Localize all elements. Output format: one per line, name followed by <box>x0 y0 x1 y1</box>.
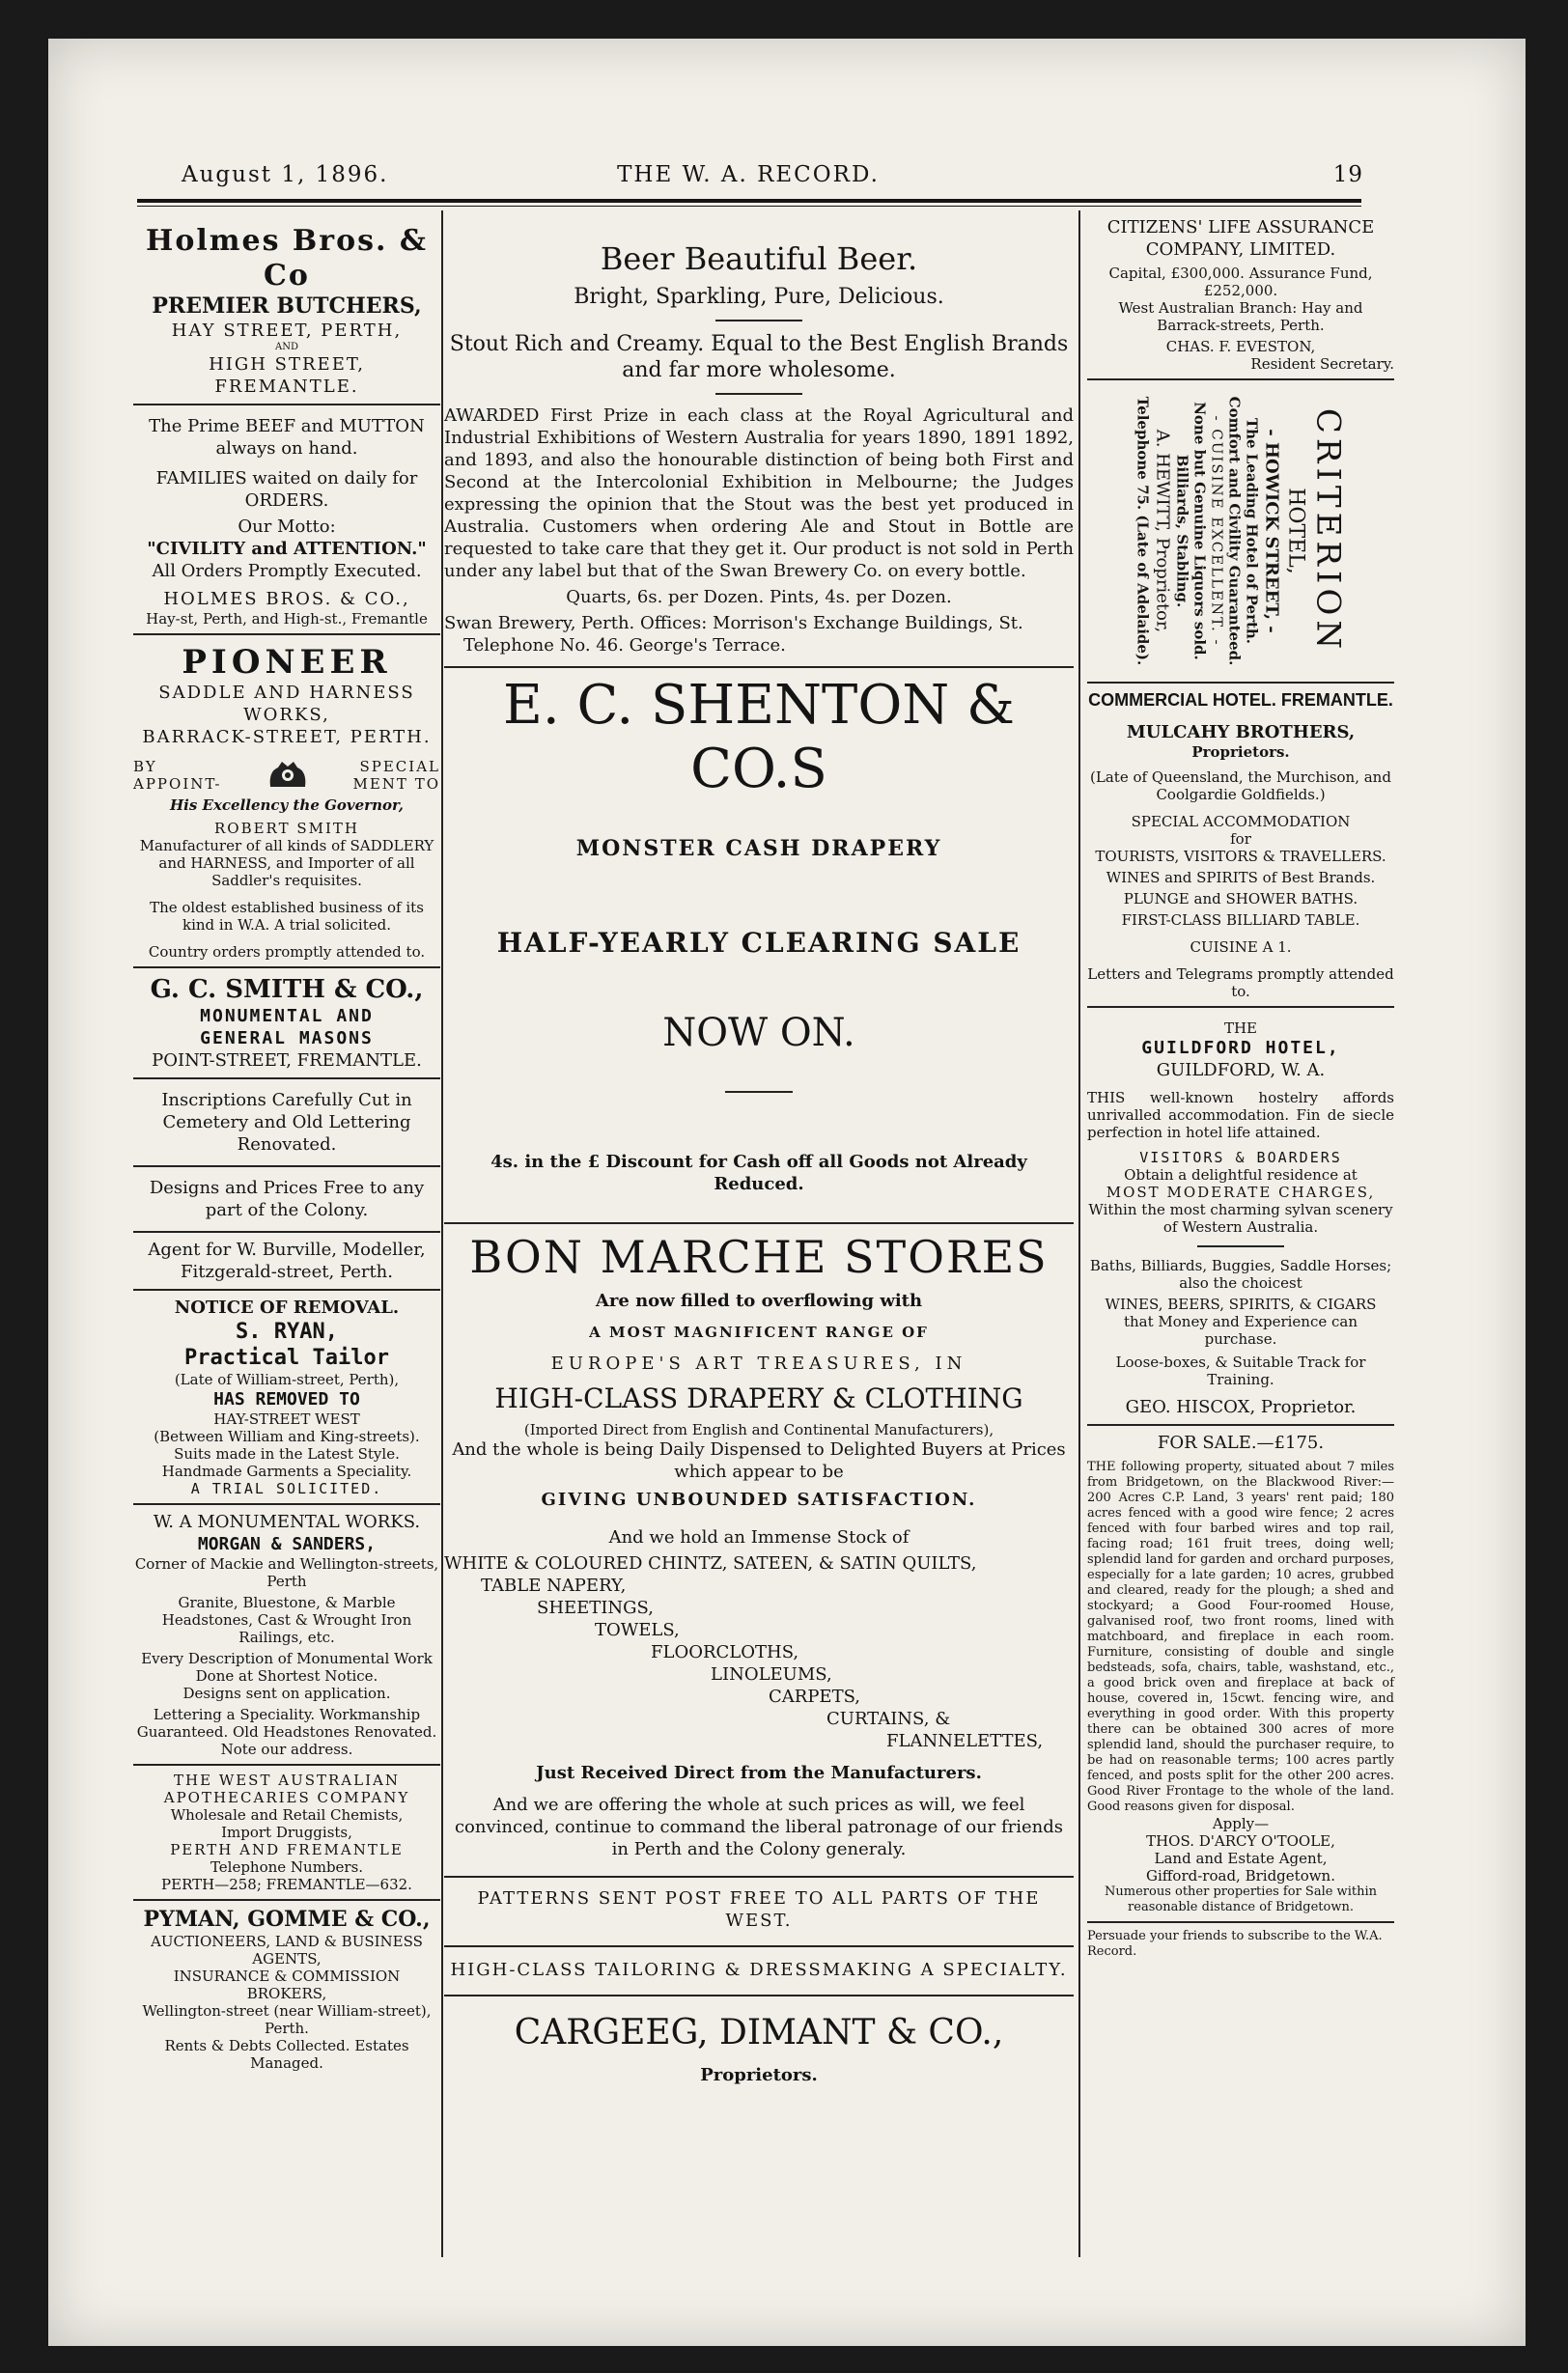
bon-drapery: HIGH-CLASS DRAPERY & CLOTHING <box>494 1382 1023 1414</box>
list-item: SHEETINGS, <box>537 1598 654 1618</box>
divider <box>1087 1424 1394 1426</box>
gcsmith-inscriptions: Inscriptions Carefully Cut in Cemetery and Old Lettering Renovated. <box>161 1090 412 1155</box>
guildford-hiscox: GEO. HISCOX, Proprietor. <box>1125 1397 1357 1417</box>
guildford-the: THE <box>1223 1019 1258 1037</box>
guildford-within: Within the most charming sylvan scenery of Western Australia. <box>1088 1201 1393 1236</box>
divider <box>715 393 802 395</box>
divider <box>1087 1921 1394 1923</box>
citizens-branch: West Australian Branch: Hay and Barrack-streets, Perth. <box>1118 299 1363 334</box>
list-item: WHITE & COLOURED CHINTZ, SATEEN, & SATIN QUILTS, <box>444 1553 977 1574</box>
pyman-line1: AUCTIONEERS, LAND & BUSINESS AGENTS, <box>151 1933 423 1968</box>
holmes-families: FAMILIES waited on daily for ORDERS. <box>155 468 418 511</box>
bon-title: BON MARCHE STORES <box>469 1231 1049 1283</box>
beer-phone: Telephone No. 46. George's Terrace. <box>463 635 786 656</box>
holmes-motto: "CIVILITY and ATTENTION." <box>147 539 427 559</box>
ad-s-ryan <box>133 1297 440 1497</box>
pioneer-country: Country orders promptly attended to. <box>148 943 426 961</box>
list-item: TABLE NAPERY, <box>481 1576 627 1596</box>
pioneer-ment: MENT TO <box>352 775 440 793</box>
page-header <box>135 162 1361 195</box>
left-column <box>133 210 440 2072</box>
ryan-removed: HAS REMOVED TO <box>213 1389 360 1410</box>
guildford-obtain: Obtain a delightful residence at <box>1124 1166 1358 1184</box>
divider <box>133 966 440 968</box>
ryan-trade: Practical Tailor <box>184 1346 389 1370</box>
divider <box>133 1165 440 1167</box>
morgan-sent: Designs sent on application. <box>182 1685 391 1702</box>
sale-body: THE following property, situated about 7 miles from Bridgetown, on the Blackwood River:—200 Acres C.P. Land, 3 years' rent paid; 180 acres fenced with a good wire fence; 2 acres fenced with four barbed wires and top rail, facing road; 161 fruit trees, doing well; splendid land for garden and orchard purposes, especially for a late garden; 10 acres, grubbed and cleared, ready for the plough; a shed and stockyard; a Good Four-roomed House, galvanised roof, two front rooms, lined with matchboard, and fireplace in each room. Furniture, consisting of double and single bedsteads, sofa, chairs, table, washstand, etc., a good brick oven and fireplace at back of house, covered in, 15cwt. fencing wire, and everything in good order. With this property there can be obtained 300 acres of more splendid land, should the purchaser require, to be had on reasonable terms; 100 acres partly fenced, and posts split for the other 200 acres. Good River Frontage to the whole of the land. Good reasons given for disposal. <box>1087 1460 1394 1814</box>
gcsmith-title: G. C. SMITH & CO., <box>150 975 424 1004</box>
ad-pioneer <box>133 643 440 961</box>
divider <box>133 1077 440 1079</box>
bon-range: A MOST MAGNIFICENT RANGE OF <box>589 1324 929 1341</box>
ad-swan-brewery <box>444 210 1074 656</box>
ad-for-sale <box>1087 1432 1394 1915</box>
ad-apothecaries <box>133 1772 440 1893</box>
divider <box>133 1503 440 1505</box>
bon-whole: And the whole is being Daily Dispensed to Delighted Buyers at Prices which appear to be <box>452 1439 1066 1482</box>
guildford-loose: Loose-boxes, & Suitable Track for Training. <box>1115 1354 1366 1388</box>
guildford-money: that Money and Experience can purchase. <box>1123 1313 1358 1348</box>
commercial-billiard: FIRST-CLASS BILLIARD TABLE. <box>1121 911 1360 929</box>
divider <box>133 1289 440 1291</box>
apothe-line2: Import Druggists, <box>221 1824 352 1841</box>
divider <box>133 1899 440 1901</box>
morgan-every: Every Description of Monumental Work Done at Shortest Notice. <box>141 1650 433 1685</box>
criterion-hewitt: A. HEWITT, Proprietor, <box>1152 429 1173 633</box>
pioneer-oldest: The oldest established business of its kind in W.A. A trial solicited. <box>150 899 424 934</box>
divider <box>444 1222 1074 1224</box>
morgan-name: MORGAN & SANDERS, <box>197 1534 377 1554</box>
list-item: FLANNELETTES, <box>886 1731 1044 1751</box>
criterion-title: CRITERION <box>1308 407 1348 655</box>
commercial-title: COMMERCIAL HOTEL. FREMANTLE. <box>1088 690 1393 710</box>
pioneer-excellency: His Excellency the Governor, <box>169 796 405 814</box>
commercial-cuisine: CUISINE A 1. <box>1190 938 1292 956</box>
sale-agent-title: Land and Estate Agent, <box>1154 1850 1328 1867</box>
ryan-between: (Between William and King-streets). <box>154 1428 420 1445</box>
morgan-heading: W. A MONUMENTAL WORKS. <box>153 1512 421 1532</box>
holmes-line2: HAY STREET, PERTH, <box>171 321 403 341</box>
bon-filled: Are now filled to overflowing with <box>595 1291 923 1311</box>
bon-europe: EUROPE'S ART TREASURES, IN <box>550 1354 967 1374</box>
divider <box>444 1995 1074 1996</box>
commercial-special: SPECIAL ACCOMMODATION <box>1131 813 1351 830</box>
ryan-trial: A TRIAL SOLICITED. <box>190 1480 383 1497</box>
commercial-prop: Proprietors. <box>1191 743 1290 761</box>
citizens-capital: Capital, £300,000. Assurance Fund, £252,000. <box>1108 265 1373 299</box>
page-number: 19 <box>1332 162 1363 187</box>
list-item: FLOORCLOTHS, <box>651 1642 799 1662</box>
criterion-billiards: Billiards, Stabling. <box>1173 454 1191 608</box>
divider <box>1087 682 1394 684</box>
divider <box>1197 1245 1284 1247</box>
divider <box>725 1091 793 1093</box>
pioneer-special: SPECIAL <box>359 758 440 775</box>
gcsmith-line2: GENERAL MASONS <box>200 1028 374 1048</box>
bon-imported: (Imported Direct from English and Continental Manufacturers), <box>523 1421 994 1438</box>
list-item: CURTAINS, & <box>826 1709 951 1729</box>
guildford-wines: WINES, BEERS, SPIRITS, & CIGARS <box>1105 1296 1377 1313</box>
pioneer-desc: Manufacturer of all kinds of SADDLERY and HARNESS, and Importer of all Saddler's requisites. <box>139 837 434 889</box>
bon-stock: And we hold an Immense Stock of <box>608 1527 910 1548</box>
divider <box>133 1231 440 1233</box>
divider <box>133 404 440 405</box>
gcsmith-designs: Designs and Prices Free to any part of the Colony. <box>149 1178 425 1220</box>
pioneer-appointment <box>133 758 440 793</box>
holmes-footer-name: HOLMES BROS. & CO., <box>163 589 410 609</box>
ryan-late: (Late of William-street, Perth), <box>174 1371 400 1388</box>
ryan-notice: NOTICE OF REMOVAL. <box>174 1298 400 1318</box>
bon-firm: CARGEEG, DIMANT & CO., <box>514 2013 1004 2052</box>
ad-morgan-sanders <box>133 1511 440 1758</box>
bon-offering: And we are offering the whole at such prices as will, we feel convinced, continue to command the liberal patronage of our friends in Perth and the Colony generaly. <box>454 1795 1064 1859</box>
pioneer-title: PIONEER <box>182 643 392 682</box>
pyman-line2: INSURANCE & COMMISSION BROKERS, <box>173 1968 401 2002</box>
gcsmith-line3: POINT-STREET, FREMANTLE. <box>152 1050 422 1071</box>
column-divider-left <box>441 210 443 2257</box>
guildford-visitors: VISITORS & BOARDERS <box>1139 1149 1342 1166</box>
ryan-addr: HAY-STREET WEST <box>213 1410 360 1428</box>
bon-proprietors: Proprietors. <box>700 2065 818 2085</box>
holmes-line3: HIGH STREET, FREMANTLE. <box>209 354 365 397</box>
divider <box>1087 1006 1394 1008</box>
right-column <box>1087 210 1394 1960</box>
holmes-prime: The Prime BEEF and MUTTON always on hand. <box>149 416 425 459</box>
guildford-body: THIS well-known hostelry affords unrivalled accommodation. Fin de siecle perfection in hotel life attained. <box>1087 1089 1394 1141</box>
divider <box>444 1945 1074 1947</box>
holmes-and: AND <box>275 342 298 352</box>
ad-criterion-hotel <box>1087 386 1394 676</box>
guildford-place: GUILDFORD, W. A. <box>1156 1060 1326 1080</box>
criterion-cuisine: - CUISINE EXCELLENT. - <box>1208 415 1226 647</box>
pioneer-line3: BARRACK-STREET, PERTH. <box>142 727 432 747</box>
guildford-baths: Baths, Billiards, Buggies, Saddle Horses; also the choicest <box>1089 1257 1392 1292</box>
ad-holmes-bros <box>133 210 440 628</box>
divider <box>133 1764 440 1766</box>
holmes-motto-label: Our Motto: <box>238 516 336 537</box>
holmes-orders: All Orders Promptly Executed. <box>152 561 422 581</box>
beer-sub: Bright, Sparkling, Pure, Delicious. <box>574 285 944 309</box>
ryan-name: S. RYAN, <box>236 1320 338 1344</box>
ryan-suits: Suits made in the Latest Style. Handmade Garments a Speciality. <box>161 1445 412 1480</box>
sale-numerous: Numerous other properties for Sale within reasonable distance of Bridgetown. <box>1105 1884 1377 1914</box>
citizens-title: CITIZENS' LIFE ASSURANCE COMPANY, LIMITED. <box>1106 217 1375 260</box>
header-rule-thin <box>137 206 1361 207</box>
morgan-corner: Corner of Mackie and Wellington-streets, Perth <box>134 1555 439 1590</box>
beer-stout: Stout Rich and Creamy. Equal to the Best English Brands and far more wholesome. <box>449 332 1069 382</box>
ad-guildford-hotel <box>1087 1019 1394 1418</box>
beer-prices: Quarts, 6s. per Dozen. Pints, 4s. per Dozen. <box>566 587 952 607</box>
holmes-title: Holmes Bros. & Co <box>146 224 428 293</box>
shenton-title: E. C. SHENTON & CO.S <box>503 674 1015 800</box>
divider <box>133 633 440 635</box>
commercial-for: for <box>1230 830 1251 848</box>
apothe-line4: Telephone Numbers. <box>210 1858 364 1876</box>
ad-pyman-gomme <box>133 1907 440 2072</box>
middle-column <box>444 210 1074 2086</box>
commercial-wines: WINES and SPIRITS of Best Brands. <box>1106 869 1376 886</box>
ad-bon-marche <box>444 1230 1074 2086</box>
pioneer-name: ROBERT SMITH <box>213 820 359 837</box>
criterion-tel: Telephone 75. (Late of Adelaide). <box>1134 396 1152 666</box>
criterion-leading: The Leading Hotel of Perth. Comfort and Civility Guaranteed. <box>1225 396 1261 666</box>
ad-shenton <box>444 674 1074 1195</box>
column-divider-right <box>1078 210 1080 2257</box>
divider <box>1087 378 1394 380</box>
apothe-title: THE WEST AUSTRALIAN APOTHECARIES COMPANY <box>163 1772 410 1806</box>
pyman-line4: Rents & Debts Collected. Estates Managed. <box>164 2037 409 2072</box>
shenton-line2: HALF-YEARLY CLEARING SALE <box>496 927 1022 959</box>
criterion-hotel: HOTEL, <box>1283 488 1308 574</box>
guildford-moderate: MOST MODERATE CHARGES, <box>1106 1184 1376 1201</box>
commercial-name: MULCAHY BROTHERS, <box>1126 722 1356 742</box>
bon-received: Just Received Direct from the Manufacturers. <box>536 1763 982 1783</box>
commercial-plunge: PLUNGE and SHOWER BATHS. <box>1123 890 1358 907</box>
apothe-line5: PERTH—258; FREMANTLE—632. <box>161 1876 412 1893</box>
sale-agent-addr: Gifford-road, Bridgetown. <box>1146 1867 1335 1884</box>
sale-title: FOR SALE.—£175. <box>1157 1433 1325 1453</box>
header-rule <box>137 199 1361 203</box>
list-item: CARPETS, <box>769 1687 860 1707</box>
pyman-line3: Wellington-street (near William-street), Perth. <box>142 2002 432 2037</box>
divider <box>715 320 802 321</box>
beer-title: Beer Beautiful Beer. <box>600 240 918 277</box>
shenton-line1: MONSTER CASH DRAPERY <box>575 836 942 861</box>
citizens-sec: CHAS. F. EVESTON, <box>1165 338 1316 355</box>
sale-agent: THOS. D'ARCY O'TOOLE, <box>1146 1832 1335 1850</box>
gcsmith-line1: MONUMENTAL AND <box>200 1006 374 1026</box>
beer-brewery: Swan Brewery, Perth. Offices: Morrison's Exchange Buildings, St. <box>444 613 1023 633</box>
bon-patterns: PATTERNS SENT POST FREE TO ALL PARTS OF THE WEST. <box>477 1888 1041 1931</box>
morgan-lettering: Lettering a Speciality. Workmanship Guaranteed. Old Headstones Renovated. Note our address. <box>136 1706 437 1758</box>
morgan-granite: Granite, Bluestone, & Marble Headstones, Cast & Wrought Iron Railings, etc. <box>161 1594 412 1646</box>
ad-citizens-life <box>1087 210 1394 373</box>
citizens-sec-title: Resident Secretary. <box>1250 355 1394 373</box>
pioneer-by: BY <box>133 758 157 775</box>
apothe-line3: PERTH AND FREMANTLE <box>170 1841 404 1858</box>
divider <box>444 666 1074 668</box>
holmes-line1: PREMIER BUTCHERS, <box>152 293 422 319</box>
commercial-late: (Late of Queensland, the Murchison, and Coolgardie Goldfields.) <box>1090 768 1391 803</box>
issue-date: August 1, 1896. <box>182 162 389 187</box>
apothe-line1: Wholesale and Retail Chemists, <box>170 1806 404 1824</box>
sale-apply: Apply— <box>1212 1815 1270 1832</box>
list-item: TOWELS, <box>595 1620 680 1640</box>
pioneer-line1: SADDLE AND HARNESS <box>158 683 415 703</box>
ad-gc-smith <box>133 974 440 1283</box>
beer-body: AWARDED First Prize in each class at the Royal Agricultural and Industrial Exhibitions of Western Australia for years 1890, 1891 1892, and 1893, and also the honourable distinction of being both First and Second at the Intercolonial Exhibition in Melbourne; the Judges expressing the opinion that the Stout was the best yet produced in Australia. Customers when ordering Ale and Stout in Bottle are requested to take care that they get it. Our product is not sold in Perth under any label but that of the Swan Brewery Co. on every bottle. <box>444 405 1074 581</box>
persuade-note: Persuade your friends to subscribe to the W.A. Record. <box>1087 1929 1383 1959</box>
shenton-line3: NOW ON. <box>662 1011 855 1055</box>
pioneer-line2: WORKS, <box>243 705 330 725</box>
list-item: LINOLEUMS, <box>711 1664 832 1685</box>
bon-giving: GIVING UNBOUNDED SATISFACTION. <box>541 1490 977 1510</box>
paper-title: THE W. A. RECORD. <box>617 162 880 187</box>
holmes-footer-addr: Hay-st, Perth, and High-st., Fremantle <box>146 610 428 628</box>
divider <box>444 1876 1074 1878</box>
pyman-title: PYMAN, GOMME & CO., <box>143 1907 431 1932</box>
criterion-street: - HOWICK STREET, - <box>1261 429 1282 633</box>
commercial-letters: Letters and Telegrams promptly attended to. <box>1087 965 1394 1000</box>
gcsmith-agent: Agent for W. Burville, Modeller, Fitzgerald-street, Perth. <box>148 1240 426 1282</box>
royal-crest-icon <box>265 758 311 793</box>
criterion-none: None but Genuine Liquors sold. <box>1190 402 1209 660</box>
shenton-discount: 4s. in the £ Discount for Cash off all Goods not Already Reduced. <box>490 1152 1027 1194</box>
pioneer-appoint: APPOINT- <box>133 775 222 793</box>
bon-items-list <box>444 1552 1074 1752</box>
commercial-tourists: TOURISTS, VISITORS & TRAVELLERS. <box>1095 848 1386 865</box>
ad-commercial-hotel <box>1087 689 1394 1000</box>
bon-tailoring: HIGH-CLASS TAILORING & DRESSMAKING A SPECIALTY. <box>450 1960 1068 1980</box>
guildford-title: GUILDFORD HOTEL, <box>1141 1038 1340 1058</box>
